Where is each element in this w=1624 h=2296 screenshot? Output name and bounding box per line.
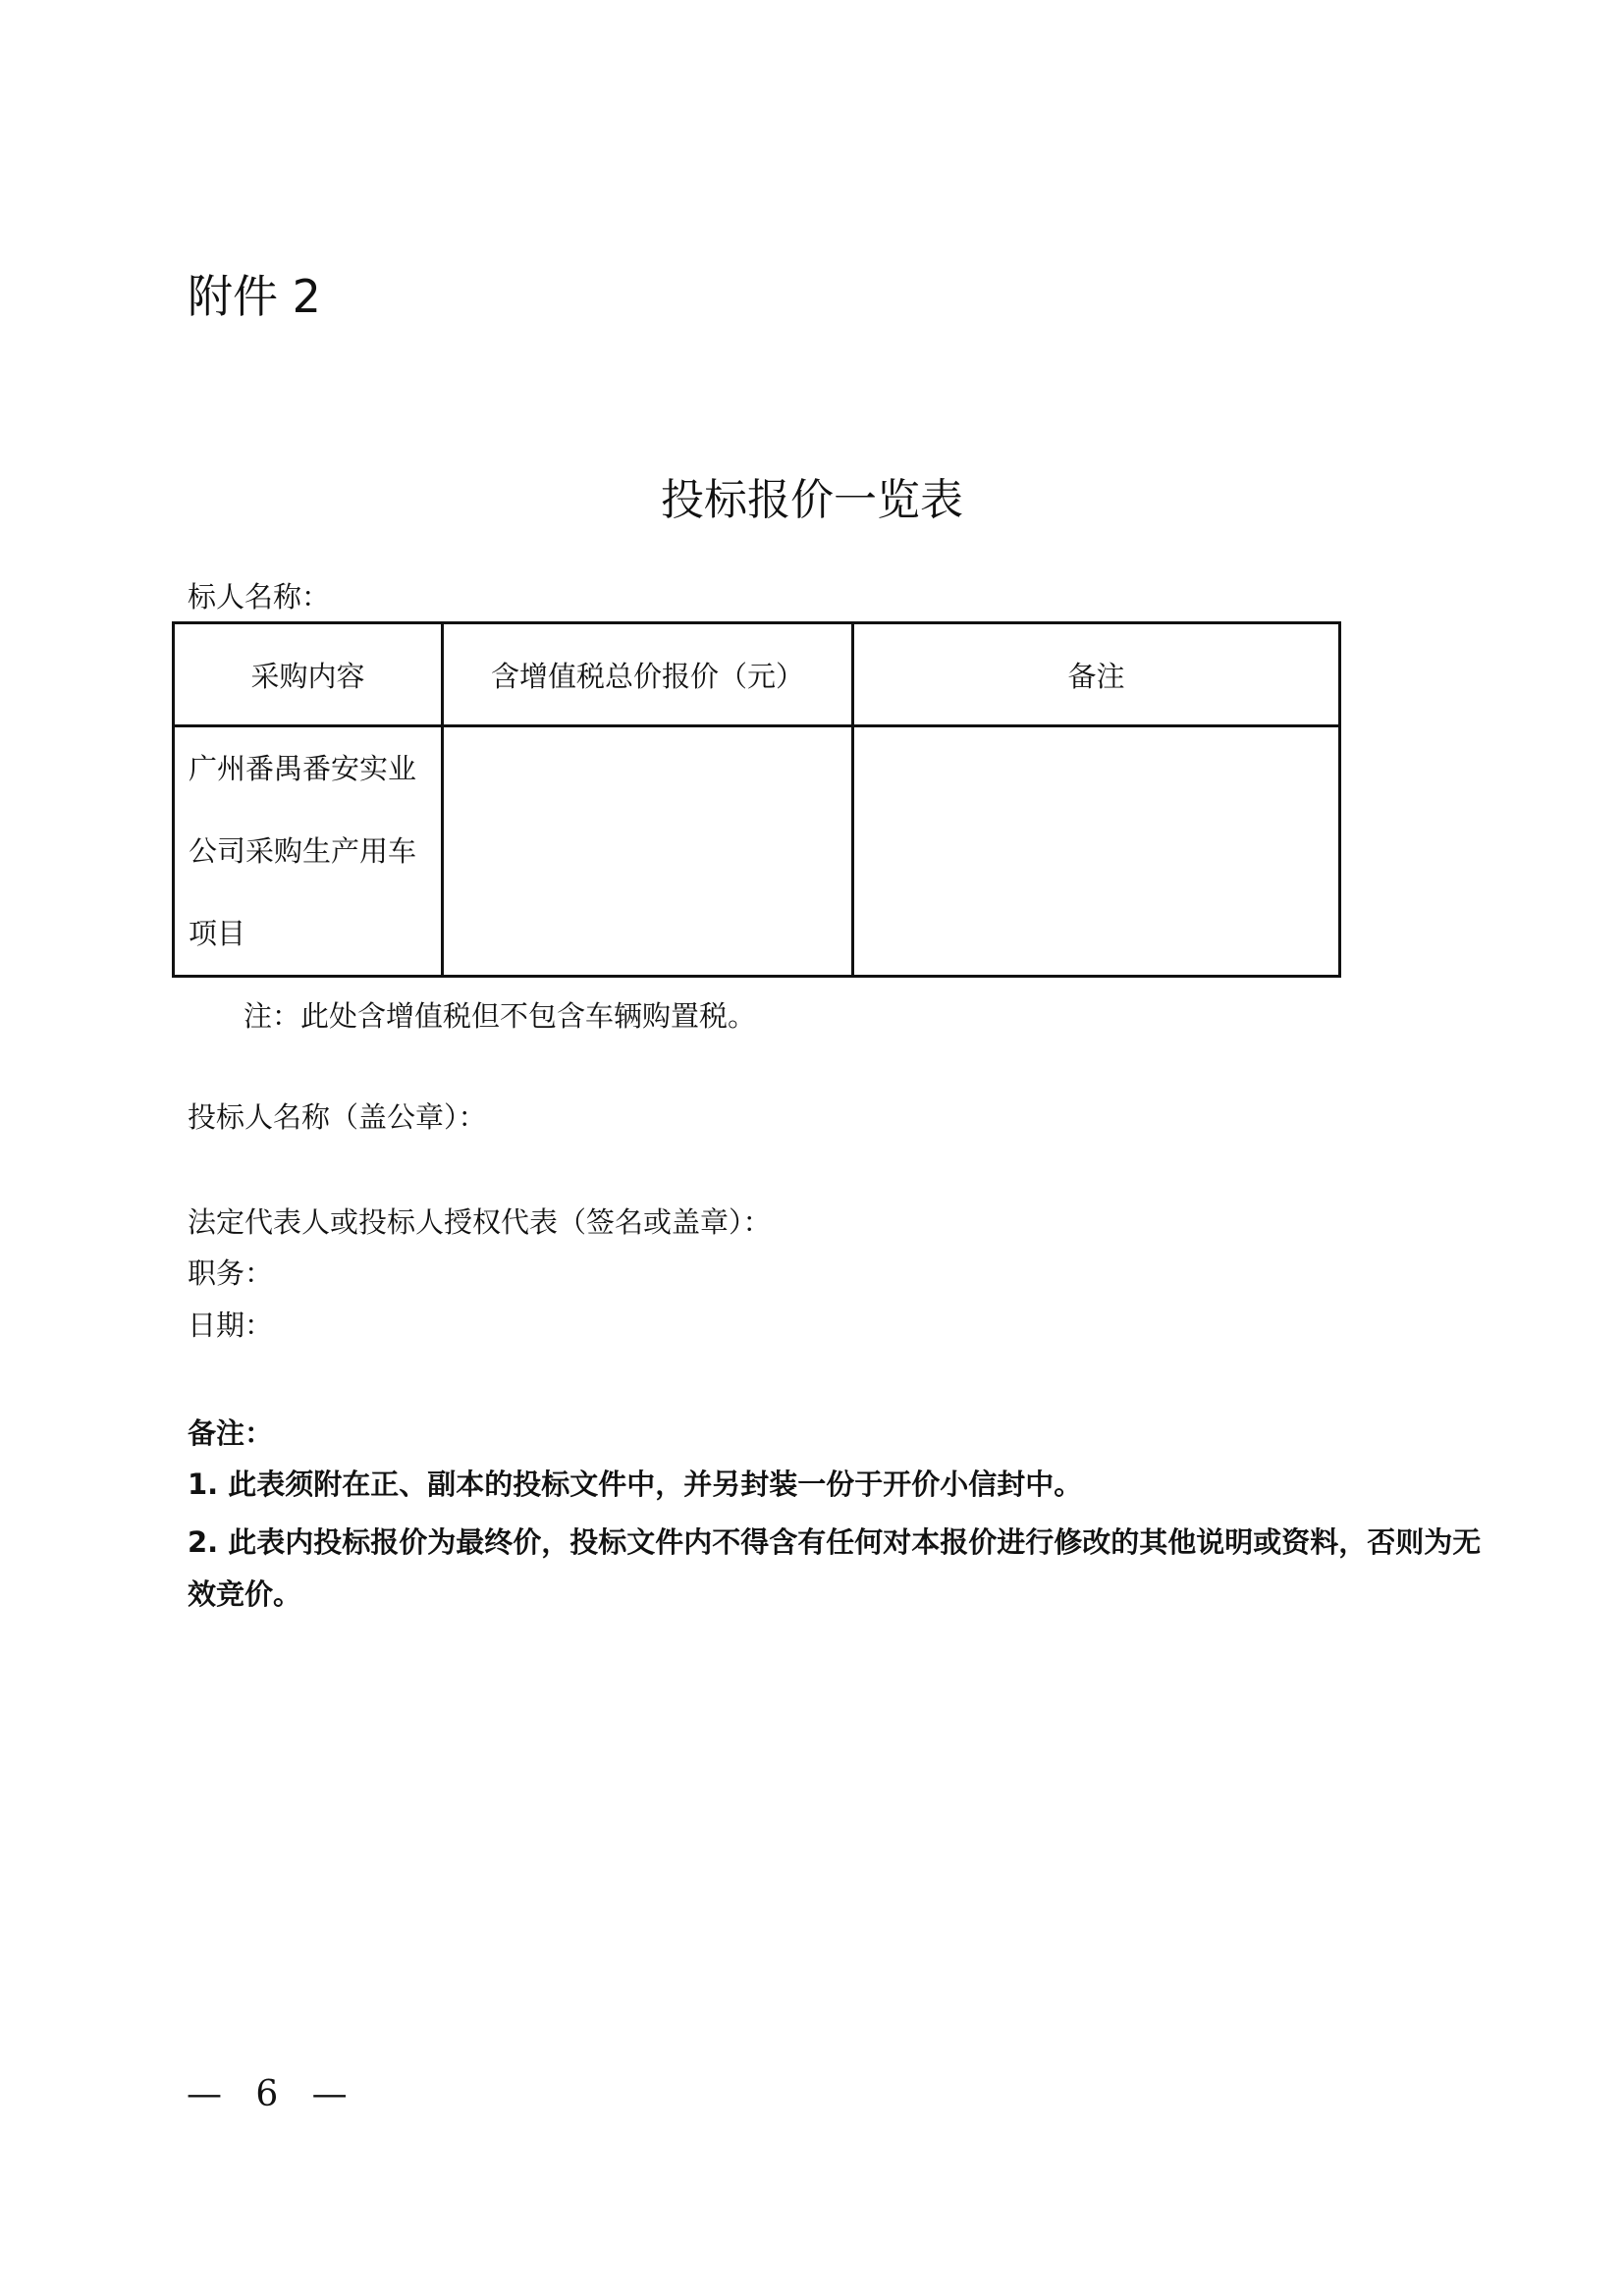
- bidder-seal-line: 投标人名称（盖公章）：: [188, 1100, 487, 1134]
- attachment-label: 附件 2: [188, 270, 321, 323]
- header-cell-content: 采购内容: [174, 623, 443, 726]
- bidder-name-label: 标人名称：: [188, 580, 331, 614]
- remark-item-2: 2. 此表内投标报价为最终价，投标文件内不得含有任何对本报价进行修改的其他说明或资料，否则为无效竞价。: [188, 1525, 1482, 1611]
- cell-procurement-content: 广州番禺番安实业公司采购生产用车项目: [174, 726, 443, 977]
- representative-signature-line: 法定代表人或投标人授权代表（签名或盖章）：: [188, 1205, 772, 1239]
- header-cell-remarks: 备注: [853, 623, 1340, 726]
- remarks-heading: 备注：: [188, 1416, 274, 1450]
- quote-table: [172, 621, 1341, 978]
- date-line: 日期：: [188, 1308, 274, 1342]
- position-line: 职务：: [188, 1256, 274, 1290]
- tax-note: 注：此处含增值税但不包含车辆购置税。: [244, 999, 757, 1033]
- cell-remarks[interactable]: [853, 726, 1340, 977]
- table-row: [174, 726, 1340, 977]
- cell-price[interactable]: [443, 726, 853, 977]
- page-number: — 6 —: [187, 2074, 348, 2114]
- page-title: 投标报价一览表: [661, 475, 963, 525]
- table-header-row: [174, 623, 1340, 726]
- header-cell-price: 含增值税总价报价（元）: [443, 623, 853, 726]
- remark-item-1: 1. 此表须附在正、副本的投标文件中，并另封装一份于开价小信封中。: [188, 1468, 1083, 1501]
